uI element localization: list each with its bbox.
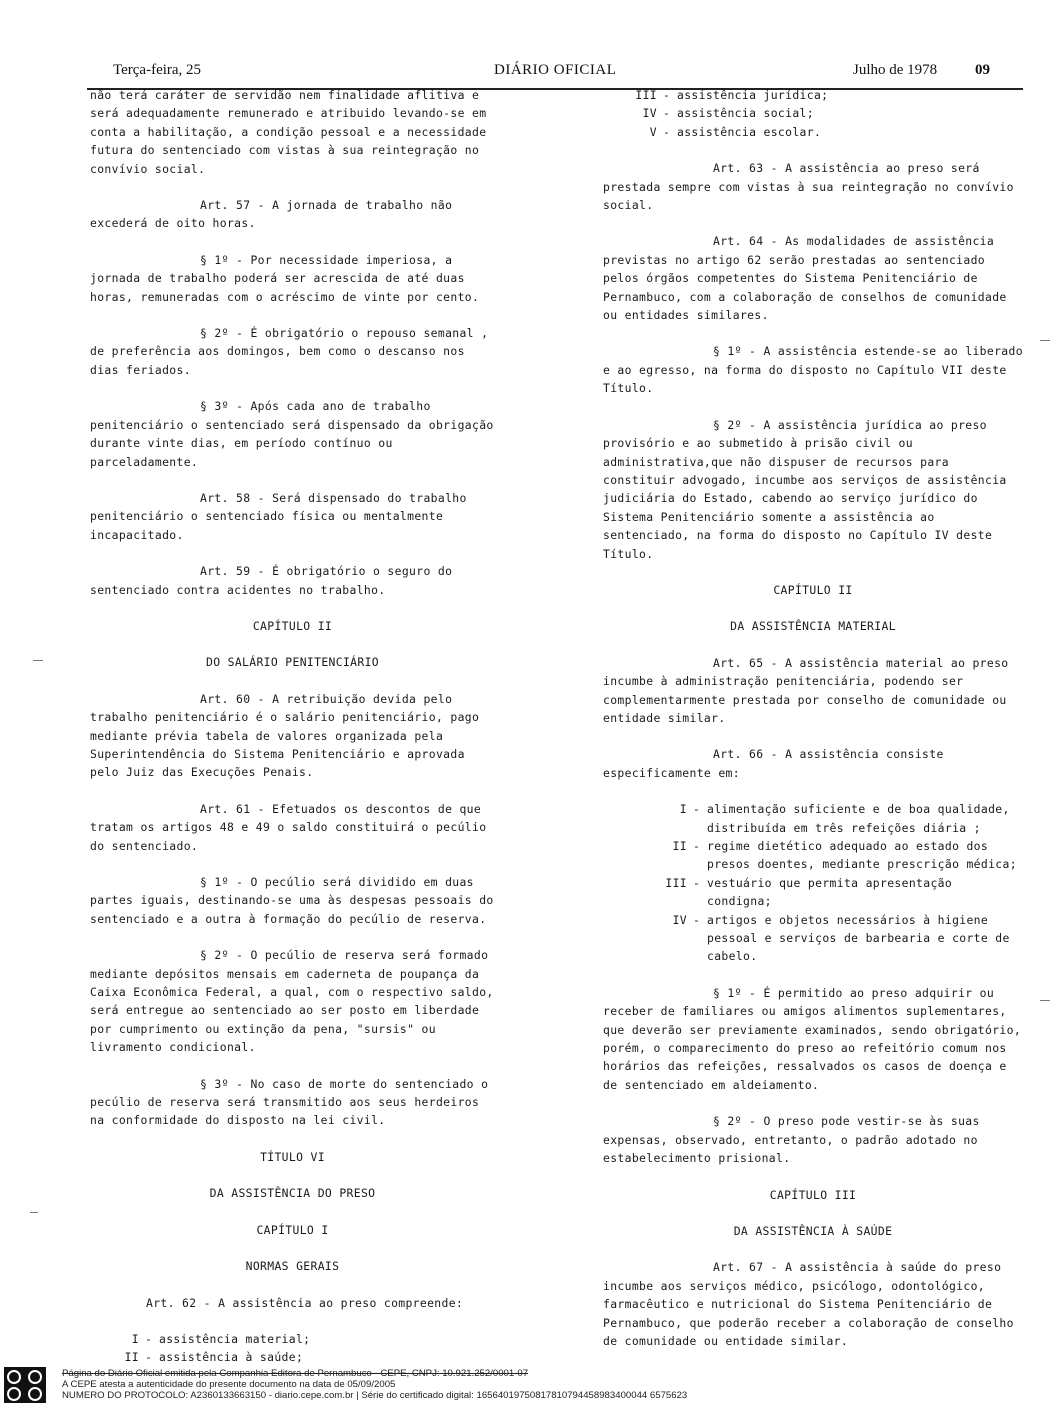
list-item-text: regime dietético adequado ao estado dos presos doentes, mediante prescrição médica; — [707, 839, 1017, 872]
list-item-text: artigos e objetos necessários à higiene pessoal e serviços de barbearia e corte de cabelo. — [707, 912, 1010, 964]
footer-line-1: Página do Diário Oficial emitida pela Companhia Editora de Pernambuco - CEPE, CNPJ: 10.921.252/0001-07 — [62, 1368, 529, 1379]
chapter-iii-name: DA ASSISTÊNCIA À SAÚDE — [733, 1223, 893, 1238]
scan-mark — [1040, 1000, 1050, 1001]
article-57-paragraph-3: § 3º - Após cada ano de trabalho penitenciário o sentenciado será dispensado da obrigação durante vinte dias, em período contínuo ou parceladamente. — [90, 399, 501, 469]
scan-mark — [1040, 340, 1050, 341]
article-66: Art. 66 - A assistência consiste especificamente em: — [603, 747, 951, 780]
article-64-paragraph-1: § 1º - A assistência estende-se ao liberado e ao egresso, na forma do disposto no Capítulo VII deste Título. — [603, 344, 1031, 396]
list-item-text: assistência social; — [677, 106, 814, 121]
article-57: Art. 57 - A jornada de trabalho não excederá de oito horas. — [90, 198, 460, 231]
chapter-i-name: NORMAS GERAIS — [245, 1259, 340, 1274]
list-item-number: IV — [672, 912, 687, 927]
article-64: Art. 64 - As modalidades de assistência previstas no artigo 62 serão prestadas ao sentenciado pelos órgãos competentes do Sistema Penitenciário de Pernambuco, com a colaboração de conselhos de comunidade ou entidades similares. — [603, 234, 1014, 323]
article-62: Art. 62 - A assistência ao preso compreende: — [146, 1295, 464, 1310]
list-item: IV - assistência social; — [553, 104, 1023, 122]
list-item-number: III — [635, 88, 657, 102]
chapter-ii-heading: CAPÍTULO II — [773, 582, 853, 597]
article-61-paragraph-3: § 3º - No caso de morte do sentenciado o pecúlio de reserva será transmitido aos seus herdeiros na conformidade do disposto na lei civil. — [90, 1076, 496, 1128]
chapter-heading: CAPÍTULO II — [252, 618, 333, 633]
article-65: Art. 65 - A assistência material ao preso incumbe à administração penitenciária, podendo ser complementarmente prestada por conselho de comunidade ou entidade similar. — [603, 655, 1016, 725]
header-title: DIÁRIO OFICIAL — [494, 62, 617, 78]
list-item-number: I — [679, 802, 687, 817]
article-67: Art. 67 - A assistência à saúde do preso incumbe aos serviços médico, psicólogo, odontológico, farmacêutico e nutricional do Sistema Penitenciário de Pernambuco, que poderão receber a colaboração de conselho de comunidade ou entidade similar. — [603, 1260, 1022, 1348]
list-item: IV - artigos e objetos necessários à higiene pessoal e serviços de barbearia e corte de cabelo. — [583, 911, 1023, 966]
article-66-paragraph-1: § 1º - É permitido ao preso adquirir ou receber de familiares ou amigos alimentos suplementares, que deverão ser previamente examinados, sendo obrigatório, porém, o comparecimento do preso ao refeitório comum nos horários das refeições, ressalvados os casos de doença e de sentenciado em aldeiamento. — [603, 985, 1029, 1092]
article-61: Art. 61 - Efetuados os descontos de que tratam os artigos 48 e 49 o saldo constituirá o pecúlio do sentenciado. — [90, 801, 494, 853]
list-item: I - alimentação suficiente e de boa qualidade, distribuída em três refeições diária ; — [583, 800, 1023, 837]
paragraph-continuation: não terá caráter de servidão nem finalidade aflitiva e será adequadamente remunerado e atribuido levando-se em conta a habilitação, a condição pessoal e a necessidade futura do sentenciado com vistas à sua reintegração no convívio social. — [90, 88, 494, 176]
chapter-title: DO SALÁRIO PENITENCIÁRIO — [206, 655, 379, 670]
right-column — [603, 86, 1031, 1350]
list-item-number: II — [124, 1350, 139, 1365]
list-item: V - assistência escolar. — [553, 123, 1023, 141]
article-58: Art. 58 - Será dispensado do trabalho penitenciário o sentenciado física ou mentalmente incapacitado. — [90, 490, 474, 542]
list-item-text: assistência à saúde; — [159, 1350, 304, 1365]
list-item: III - vestuário que permita apresentação condigna; — [583, 874, 1023, 911]
article-59: Art. 59 - É obrigatório o seguro do sentenciado contra acidentes no trabalho. — [90, 564, 460, 597]
scan-mark — [30, 1212, 38, 1213]
certification-footer — [0, 1364, 1063, 1405]
list-item-text: assistência material; — [159, 1331, 311, 1346]
title-vi: TÍTULO VI — [260, 1149, 325, 1164]
header-date-right: Julho de 1978 — [853, 62, 938, 78]
list-item: II - regime dietético adequado ao estado dos presos doentes, mediante prescrição médica; — [583, 837, 1023, 874]
article-61-paragraph-2: § 2º - O pecúlio de reserva será formado mediante depósitos mensais em caderneta de poupança da Caixa Econômica Federal, a qual, com o respectivo saldo, será entregue ao sentenciado ao ser posto em liberdade por cumprimento ou extinção da pena, "sursis" ou livramento condicional. — [90, 948, 501, 1055]
page-number: 09 — [975, 62, 990, 78]
list-item-text: assistência jurídica; — [677, 88, 829, 102]
left-column — [90, 86, 501, 1367]
list-item-number: I — [131, 1331, 139, 1346]
cepe-logo-icon — [4, 1367, 46, 1403]
list-item-number: II — [672, 839, 687, 853]
list-item-number: IV — [642, 106, 657, 121]
list-item: I - assistência material; — [35, 1330, 495, 1348]
list-item: III - assistência jurídica; — [553, 86, 1023, 104]
article-57-paragraph-2: § 2º - É obrigatório o repouso semanal , de preferência aos domingos, bem como o descanso nos dias feriados. — [90, 326, 496, 377]
footer-text — [62, 1368, 687, 1401]
article-61-paragraph-1: § 1º - O pecúlio será dividido em duas partes iguais, destinando-se uma às despesas pessoais do sentenciado e a outra à formação do pecúlio de reserva. — [90, 875, 501, 926]
article-64-paragraph-2: § 2º - A assistência jurídica ao preso provisório e ao submetido à prisão civil ou administrativa,que não dispuser de recursos para constituir advogado, incumbe aos serviços de assistência judiciária do Estado, cabendo ao serviço jurídico do Sistema Penitenciário somente a assistência ao sentenciado, na forma do disposto no Capítulo IV deste Título. — [603, 417, 1014, 561]
list-item-text: vestuário que permita apresentação condigna; — [707, 875, 953, 909]
chapter-ii-name: DA ASSISTÊNCIA MATERIAL — [730, 619, 896, 634]
chapter-iii-heading: CAPÍTULO III — [769, 1187, 857, 1202]
chapter-i-heading: CAPÍTULO I — [256, 1222, 329, 1237]
article-60: Art. 60 - A retribuição devida pelo trabalho penitenciário é o salário penitenciário, pago mediante prévia tabela de valores organizada pela Superintendência do Sistema Penitenciário e aprovada pelo Juiz das Execuções Penais. — [90, 691, 487, 780]
list-item-text: assistência escolar. — [677, 124, 822, 139]
article-57-paragraph-1: § 1º - Por necessidade imperiosa, a jornada de trabalho poderá ser acrescida de até duas horas, remuneradas com o acréscimo de vinte por cento. — [90, 252, 480, 304]
footer-line-2: A CEPE atesta a autenticidade do presente documento na data de 05/09/2005 — [62, 1379, 396, 1390]
list-item-text: alimentação suficiente e de boa qualidade, distribuída em três refeições diária ; — [707, 802, 1010, 835]
title-vi-name: DA ASSISTÊNCIA DO PRESO — [209, 1186, 376, 1201]
list-item: II - assistência à saúde; — [35, 1348, 495, 1366]
header-date-left: Terça-feira, 25 — [113, 62, 202, 78]
article-63: Art. 63 - A assistência ao preso será prestada sempre com vistas à sua reintegração no convívio social. — [603, 161, 1022, 213]
footer-line-3: NUMERO DO PROTOCOLO: A2360133663150 - diario.cepe.com.br | Série do certificado digital: 16564019750817810794458983400044 6575623 — [62, 1390, 688, 1401]
list-item-number: III — [665, 875, 687, 890]
article-66-paragraph-2: § 2º - O preso pode vestir-se às suas expensas, observado, entretanto, o padrão adotado no estabelecimento prisional. — [603, 1114, 987, 1166]
list-item-number: V — [649, 124, 657, 139]
scan-mark — [33, 660, 43, 661]
